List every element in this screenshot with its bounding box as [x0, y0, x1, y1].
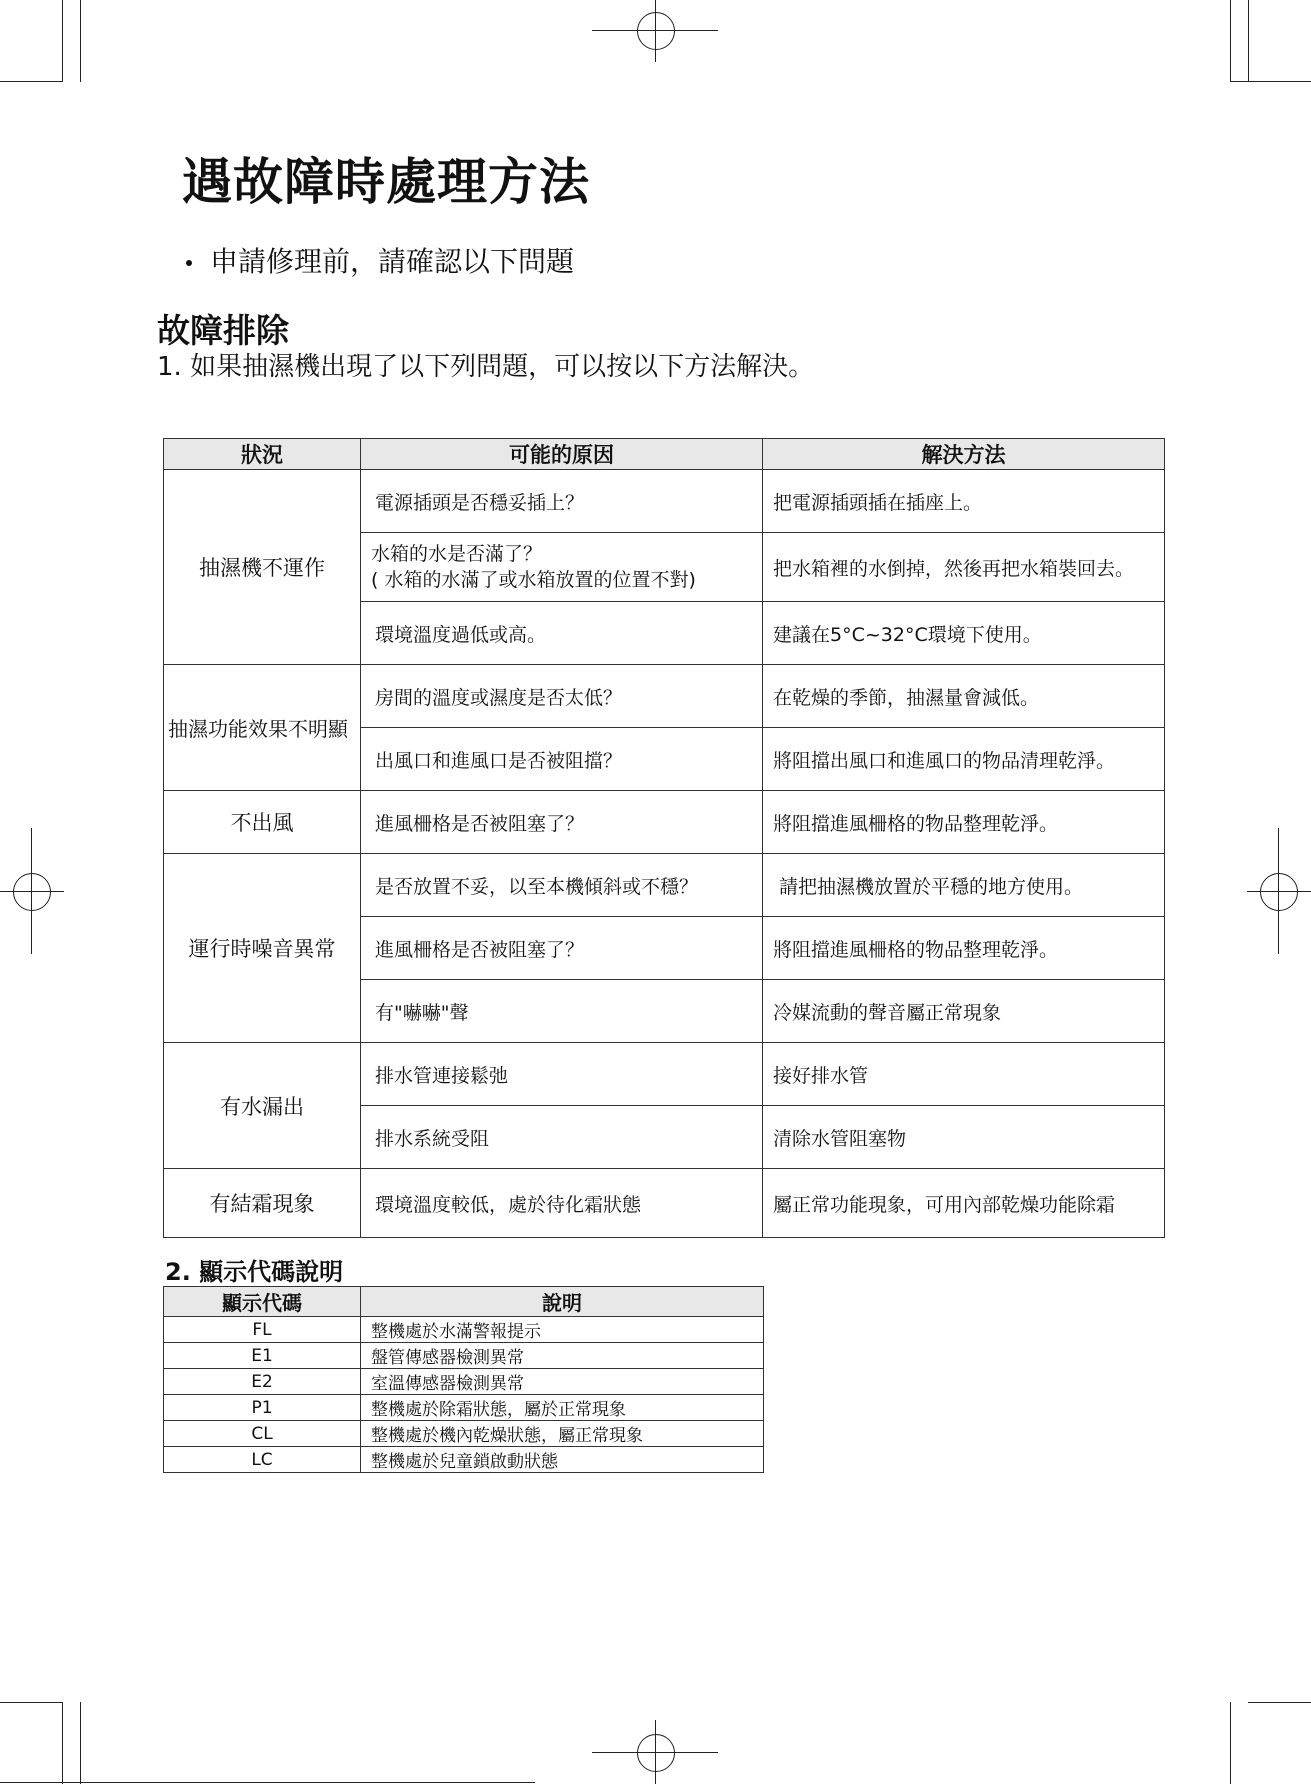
- solution-cell: 將阻擋出風口和進風口的物品清理乾淨。: [763, 728, 1165, 791]
- table-row: [164, 854, 1165, 917]
- header-solution: 解決方法: [763, 439, 1165, 470]
- header-description: 說明: [361, 1287, 764, 1317]
- solution-cell: 在乾燥的季節，抽濕量會減低。: [763, 665, 1165, 728]
- table-row: [164, 470, 1165, 533]
- cause-cell: 進風柵格是否被阻塞了？: [361, 791, 763, 854]
- table-row: [164, 1317, 764, 1343]
- description-cell: 整機處於除霜狀態，屬於正常現象: [361, 1395, 764, 1421]
- table-row: [164, 1369, 764, 1395]
- solution-cell: 接好排水管: [763, 1043, 1165, 1106]
- solution-cell: 屬正常功能現象，可用內部乾燥功能除霜: [763, 1169, 1165, 1238]
- cause-cell: 環境溫度較低，處於待化霜狀態: [361, 1169, 763, 1238]
- cause-cell: 電源插頭是否穩妥插上？: [361, 470, 763, 533]
- section-intro: 1. 如果抽濕機出現了以下列問題，可以按以下方法解決。: [157, 352, 815, 382]
- table-row: [164, 791, 1165, 854]
- code-cell: FL: [164, 1317, 361, 1343]
- cause-cell: 進風柵格是否被阻塞了？: [361, 917, 763, 980]
- cause-cell: 有"嚇嚇"聲: [361, 980, 763, 1043]
- table-row: [164, 1395, 764, 1421]
- table-header-row: [164, 439, 1165, 470]
- cause-line-note: ( 水箱的水滿了或水箱放置的位置不對): [371, 569, 696, 591]
- table-row: [164, 1421, 764, 1447]
- header-cause: 可能的原因: [361, 439, 763, 470]
- condition-cell: 抽濕機不運作: [164, 470, 361, 665]
- cause-cell: 排水管連接鬆弛: [361, 1043, 763, 1106]
- cause-cell: [361, 533, 763, 602]
- code-cell: P1: [164, 1395, 361, 1421]
- solution-cell: 清除水管阻塞物: [763, 1106, 1165, 1169]
- cause-cell: 出風口和進風口是否被阻擋？: [361, 728, 763, 791]
- solution-cell: 把電源插頭插在插座上。: [763, 470, 1165, 533]
- condition-cell: 不出風: [164, 791, 361, 854]
- section-heading-troubleshooting: 故障排除: [157, 311, 289, 350]
- bullet-note: [186, 240, 574, 280]
- code-cell: LC: [164, 1447, 361, 1473]
- condition-cell: 運行時噪音異常: [164, 854, 361, 1043]
- cause-cell: 環境溫度過低或高。: [361, 602, 763, 665]
- section-heading-display-codes: 2. 顯示代碼說明: [165, 1258, 344, 1286]
- description-cell: 盤管傳感器檢測異常: [361, 1343, 764, 1369]
- description-cell: 整機處於水滿警報提示: [361, 1317, 764, 1343]
- table-row: [164, 1169, 1165, 1238]
- table-row: [164, 1043, 1165, 1106]
- header-code: 顯示代碼: [164, 1287, 361, 1317]
- table-header-row: [164, 1287, 764, 1317]
- solution-cell: 將阻擋進風柵格的物品整理乾淨。: [763, 917, 1165, 980]
- bullet-text: 申請修理前，請確認以下問題: [210, 245, 575, 278]
- bullet-dot-icon: [186, 260, 192, 266]
- display-codes-table: [163, 1286, 764, 1473]
- solution-cell: 將阻擋進風柵格的物品整理乾淨。: [763, 791, 1165, 854]
- code-cell: E2: [164, 1369, 361, 1395]
- solution-cell: 請把抽濕機放置於平穩的地方使用。: [763, 854, 1165, 917]
- cause-cell: 房間的溫度或濕度是否太低？: [361, 665, 763, 728]
- table-row: [164, 665, 1165, 728]
- description-cell: 室溫傳感器檢測異常: [361, 1369, 764, 1395]
- solution-cell: 建議在5°C~32°C環境下使用。: [763, 602, 1165, 665]
- cause-cell: 是否放置不妥，以至本機傾斜或不穩？: [361, 854, 763, 917]
- troubleshooting-table: [163, 438, 1165, 1238]
- cause-cell: 排水系統受阻: [361, 1106, 763, 1169]
- code-cell: CL: [164, 1421, 361, 1447]
- solution-cell: 冷媒流動的聲音屬正常現象: [763, 980, 1165, 1043]
- table-row: [164, 1343, 764, 1369]
- description-cell: 整機處於兒童鎖啟動狀態: [361, 1447, 764, 1473]
- page-title: 遇故障時處理方法: [182, 153, 590, 211]
- solution-cell: 把水箱裡的水倒掉，然後再把水箱裝回去。: [763, 533, 1165, 602]
- description-cell: 整機處於機內乾燥狀態，屬正常現象: [361, 1421, 764, 1447]
- table-row: [164, 1447, 764, 1473]
- header-condition: 狀況: [164, 439, 361, 470]
- condition-cell: 有結霜現象: [164, 1169, 361, 1238]
- condition-cell: 抽濕功能效果不明顯: [164, 665, 361, 791]
- code-cell: E1: [164, 1343, 361, 1369]
- condition-cell: 有水漏出: [164, 1043, 361, 1169]
- cause-line: 水箱的水是否滿了？: [371, 543, 543, 565]
